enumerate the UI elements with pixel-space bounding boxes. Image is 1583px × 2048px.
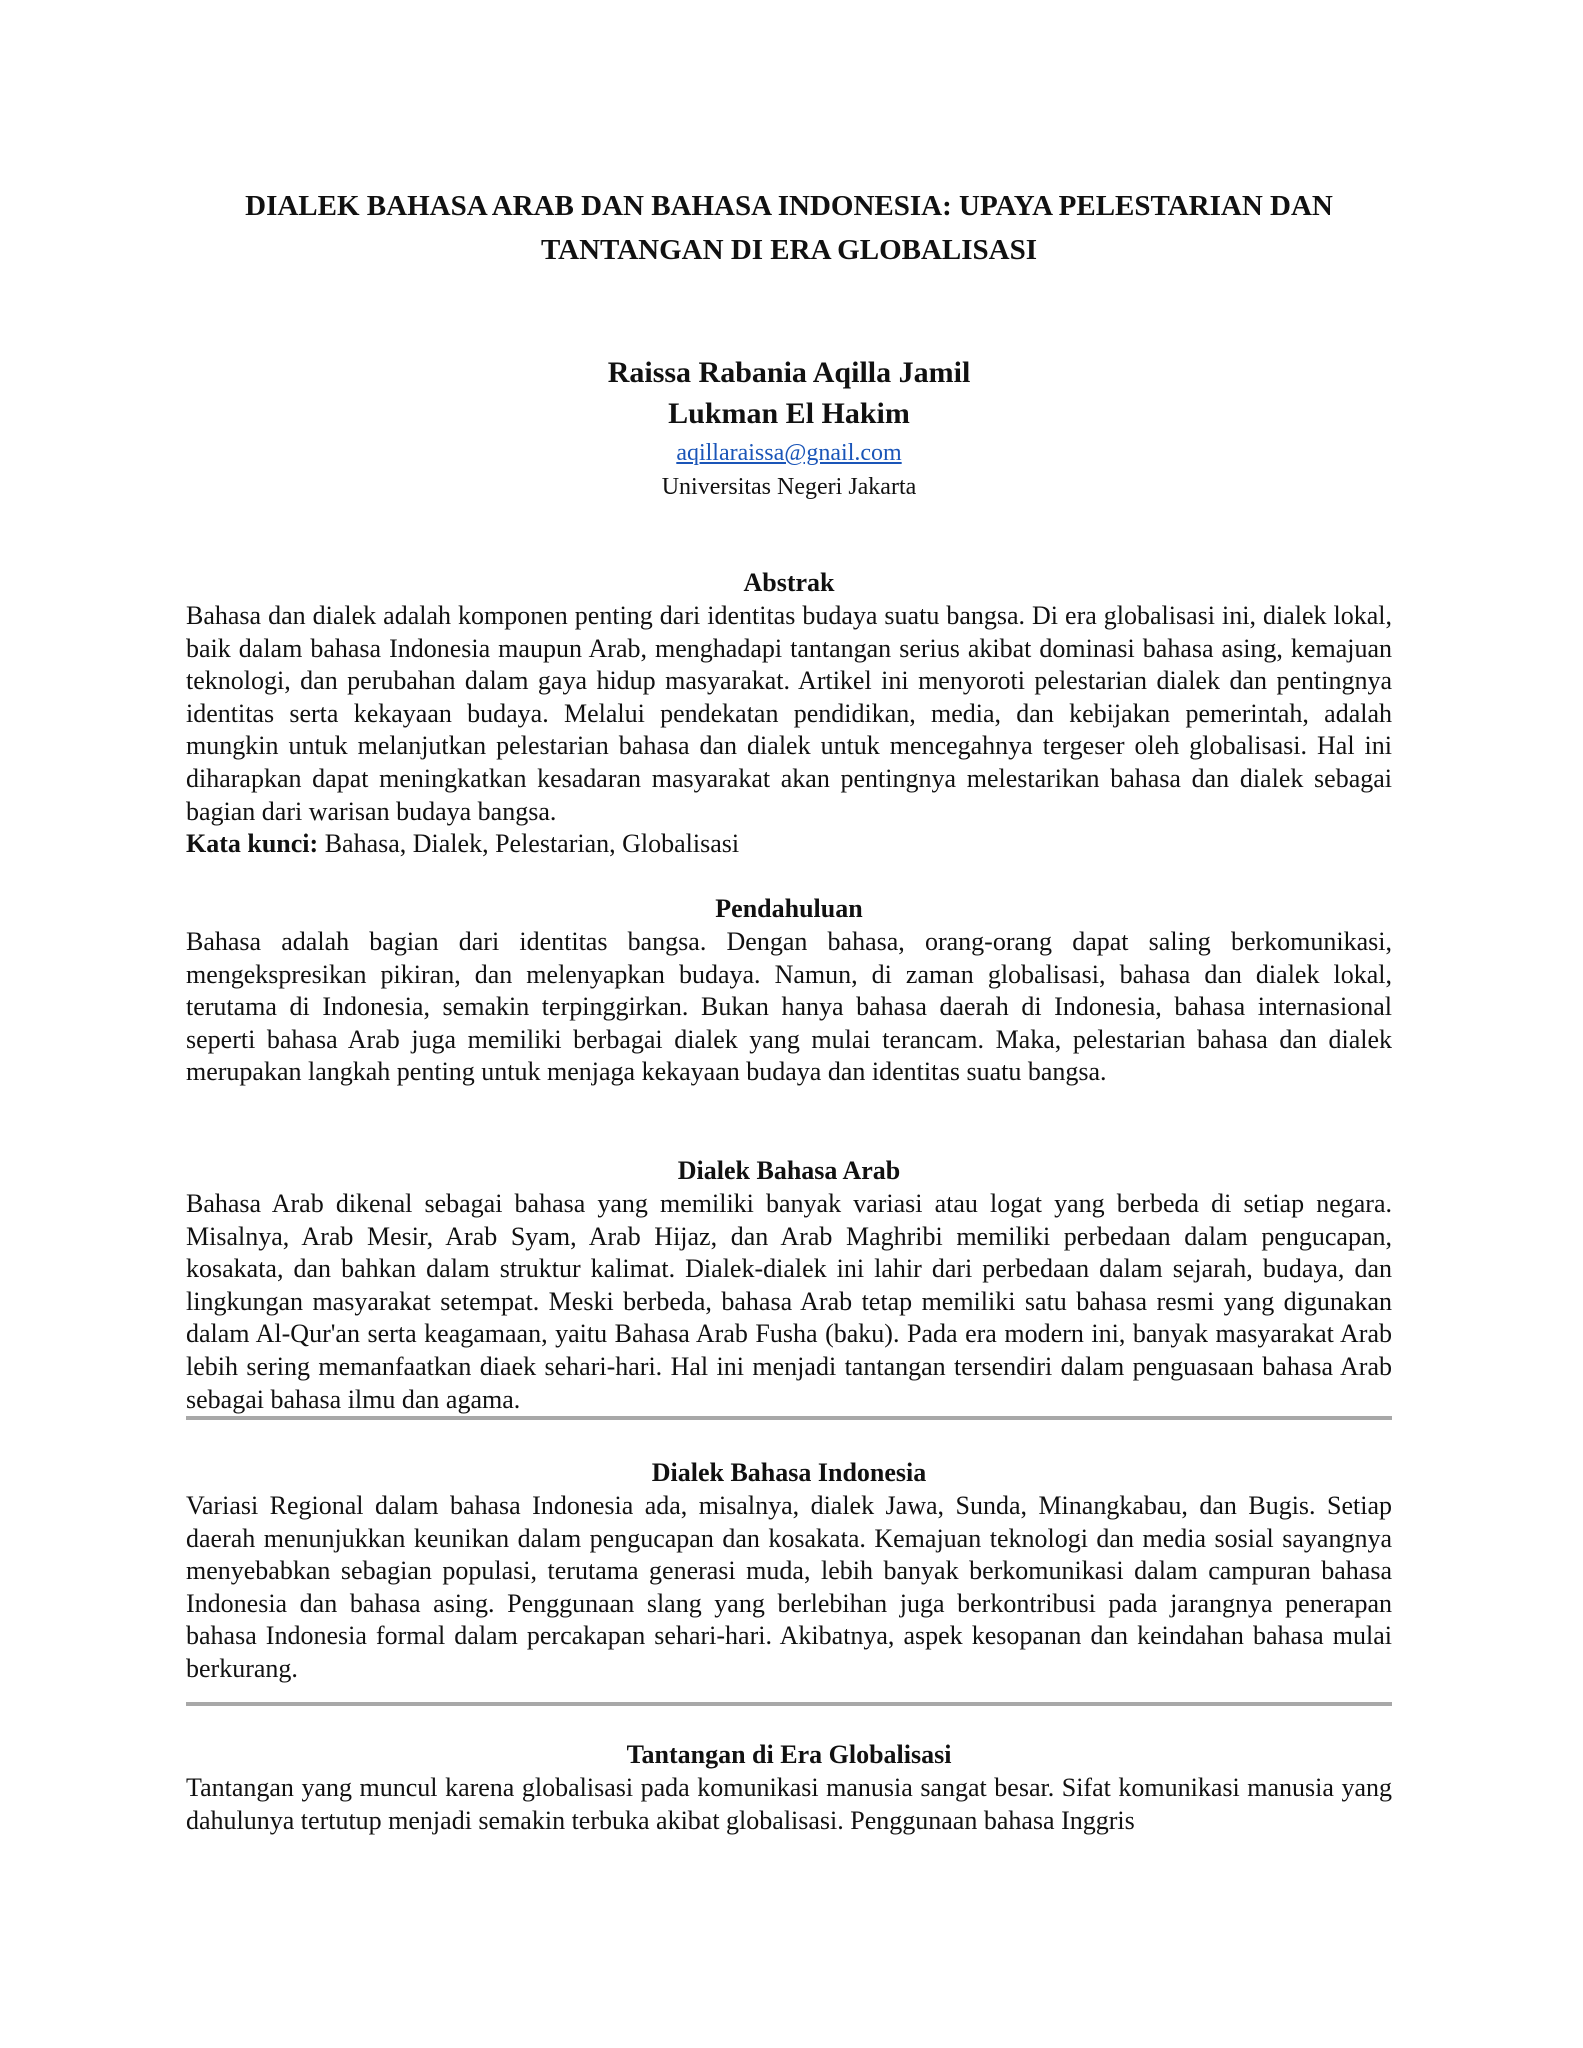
author-institution: Universitas Negeri Jakarta — [661, 474, 917, 500]
author-name: Raissa Rabania Aqilla Jamil — [607, 356, 971, 389]
abstract-heading: Abstrak — [743, 568, 835, 597]
author-email-link[interactable]: aqillaraissa@gnail.com — [676, 440, 902, 466]
section-heading: Tantangan di Era Globalisasi — [626, 1740, 952, 1769]
keywords-values: Bahasa, Dialek, Pelestarian, Globalisasi — [324, 829, 740, 859]
title-line-2: TANTANGAN DI ERA GLOBALISASI — [540, 234, 1038, 266]
author-name: Lukman El Hakim — [668, 397, 910, 430]
section-text: Tantangan yang muncul karena globalisasi pada komunikasi manusia sangat besar. Sifat komunikasi manusia yang dahulunya tertutup menjadi semakin terbuka akibat globalisasi. Penggunaan bahasa Inggris — [186, 1773, 1392, 1835]
abstract-section — [186, 566, 1392, 861]
title-line-1: DIALEK BAHASA ARAB DAN BAHASA INDONESIA: UPAYA PELESTARIAN DAN — [245, 190, 1333, 222]
section-heading: Dialek Bahasa Indonesia — [651, 1458, 927, 1487]
keywords-line — [186, 828, 1392, 861]
author-block — [186, 352, 1392, 504]
section-text: Bahasa adalah bagian dari identitas bangsa. Dengan bahasa, orang-orang dapat saling berkomunikasi, mengekspresikan pikiran, dan melenyapkan budaya. Namun, di zaman globalisasi, bahasa dan dialek lokal, terutama di Indonesia, semakin terpinggirkan. Bukan hanya bahasa daerah di Indonesia, bahasa internasional seperti bahasa Arab juga memiliki berbagai dialek yang mulai terancam. Maka, pelestarian bahasa dan dialek merupakan langkah penting untuk menjaga kekayaan budaya dan identitas suatu bangsa. — [186, 927, 1392, 1087]
section-text: Variasi Regional dalam bahasa Indonesia ada, misalnya, dialek Jawa, Sunda, Minangkabau, dan Bugis. Setiap daerah menunjukkan keunikan dalam pengucapan dan kosakata. Kemajuan teknologi dan media sosial sayangnya menyebabkan sebagian populasi, terutama generasi muda, lebih banyak berkomunikasi dalam campuran bahasa Indonesia dan bahasa asing. Penggunaan slang yang berlebihan juga berkontribusi pada jarangnya penerapan bahasa Indonesia formal dalam percakapan sehari-hari. Akibatnya, aspek kesopanan dan keindahan bahasa mulai berkurang. — [186, 1491, 1392, 1683]
section-dialek-bahasa-arab — [186, 1154, 1392, 1416]
keywords-label: Kata kunci: — [186, 829, 319, 859]
section-divider — [186, 1702, 1392, 1706]
section-dialek-bahasa-indonesia — [186, 1456, 1392, 1686]
section-tantangan — [186, 1738, 1392, 1837]
section-text: Bahasa Arab dikenal sebagai bahasa yang memiliki banyak variasi atau logat yang berbeda di setiap negara. Misalnya, Arab Mesir, Arab Syam, Arab Hijaz, dan Arab Maghribi memiliki perbedaan dalam pengucapan, kosakata, dan bahkan dalam struktur kalimat. Dialek-dialek ini lahir dari perbedaan dalam sejarah, budaya, dan lingkungan masyarakat setempat. Meski berbeda, bahasa Arab tetap memiliki satu bahasa resmi yang digunakan dalam Al-Qur'an serta keagamaan, yaitu Bahasa Arab Fusha (baku). Pada era modern ini, banyak masyarakat Arab lebih sering memanfaatkan diaek sehari-hari. Hal ini menjadi tantangan tersendiri dalam penguasaan bahasa Arab sebagai bahasa ilmu dan agama. — [186, 1189, 1392, 1414]
abstract-text: Bahasa dan dialek adalah komponen penting dari identitas budaya suatu bangsa. Di era globalisasi ini, dialek lokal, baik dalam bahasa Indonesia maupun Arab, menghadapi tantangan serius akibat dominasi bahasa asing, kemajuan teknologi, dan perubahan dalam gaya hidup masyarakat. Artikel ini menyoroti pelestarian dialek dan pentingnya identitas serta kekayaan budaya. Melalui pendekatan pendidikan, media, dan kebijakan pemerintah, adalah mungkin untuk melanjutkan pelestarian bahasa dan dialek untuk mencegahnya tergeser oleh globalisasi. Hal ini diharapkan dapat meningkatkan kesadaran masyarakat akan pentingnya melestarikan bahasa dan dialek sebagai bagian dari warisan budaya bangsa. — [186, 601, 1392, 826]
section-heading: Pendahuluan — [715, 894, 863, 923]
paper-title — [186, 184, 1392, 272]
section-pendahuluan — [186, 892, 1392, 1089]
section-heading: Dialek Bahasa Arab — [677, 1156, 901, 1185]
section-divider — [186, 1416, 1392, 1420]
